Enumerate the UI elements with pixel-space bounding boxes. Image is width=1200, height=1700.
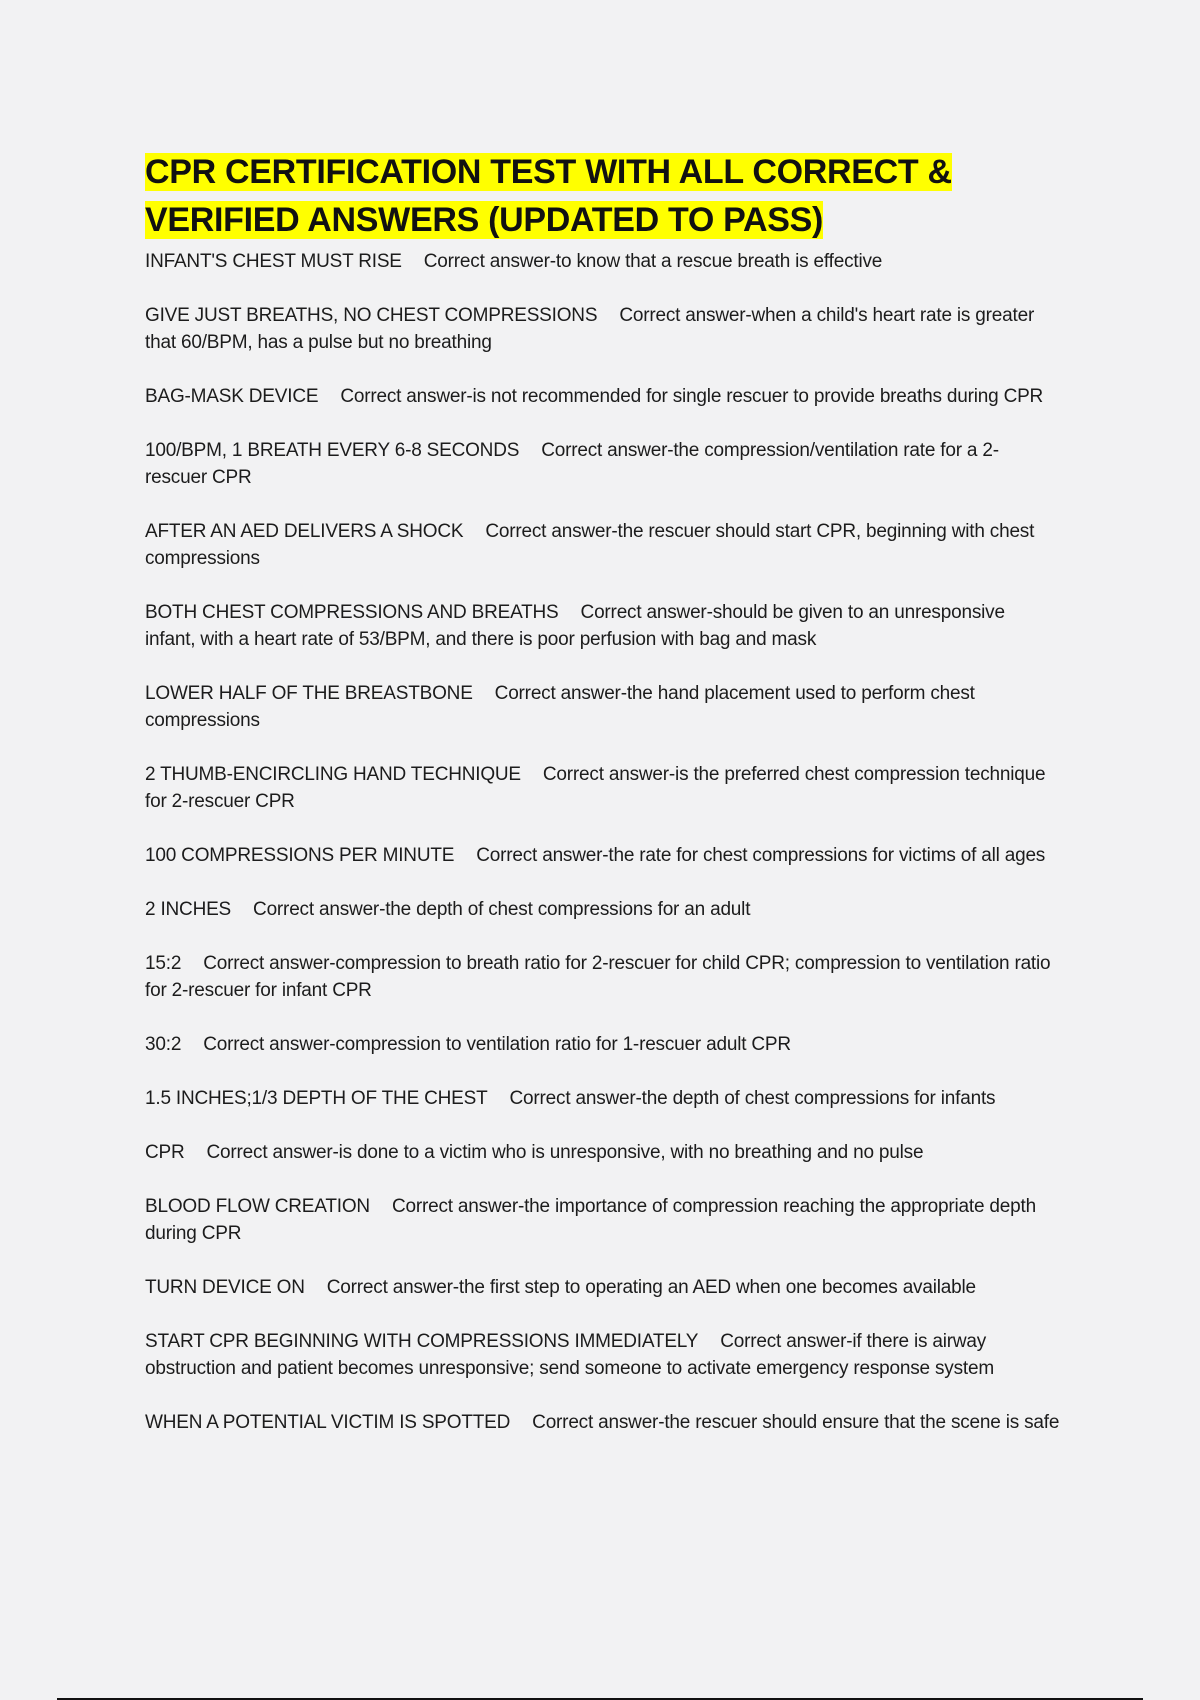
qa-item bbox=[145, 1328, 1060, 1382]
qa-item bbox=[145, 383, 1060, 410]
qa-answer: Correct answer-to know that a rescue breath is effective bbox=[423, 251, 883, 272]
qa-answer: Correct answer-is not recommended for single rescuer to provide breaths during CPR bbox=[340, 386, 1044, 407]
qa-answer: Correct answer-the importance of compression reaching the appropriate depth during CPR bbox=[145, 1196, 1036, 1244]
qa-answer: Correct answer-if there is airway obstruction and patient becomes unresponsive; send someone to activate emergency response system bbox=[145, 1331, 994, 1379]
qa-item bbox=[145, 1409, 1060, 1436]
qa-answer: Correct answer-compression to ventilation ratio for 1-rescuer adult CPR bbox=[203, 1034, 791, 1055]
qa-term: 100/BPM, 1 BREATH EVERY 6-8 SECONDS bbox=[145, 440, 520, 461]
qa-term: BLOOD FLOW CREATION bbox=[145, 1196, 370, 1217]
qa-term: 30:2 bbox=[145, 1034, 182, 1055]
qa-list bbox=[145, 248, 1060, 1436]
qa-item bbox=[145, 518, 1060, 572]
qa-term: 2 THUMB-ENCIRCLING HAND TECHNIQUE bbox=[145, 764, 521, 785]
qa-term: BAG-MASK DEVICE bbox=[145, 386, 319, 407]
qa-term: TURN DEVICE ON bbox=[145, 1277, 305, 1298]
qa-answer: Correct answer-the depth of chest compressions for infants bbox=[509, 1088, 996, 1109]
qa-answer: Correct answer-the first step to operating an AED when one becomes available bbox=[326, 1277, 976, 1298]
qa-item bbox=[145, 680, 1060, 734]
qa-item bbox=[145, 437, 1060, 491]
qa-term: BOTH CHEST COMPRESSIONS AND BREATHS bbox=[145, 602, 559, 623]
qa-item bbox=[145, 1031, 1060, 1058]
qa-item bbox=[145, 1274, 1060, 1301]
qa-item bbox=[145, 1085, 1060, 1112]
qa-term: 1.5 INCHES;1/3 DEPTH OF THE CHEST bbox=[145, 1088, 488, 1109]
qa-item bbox=[145, 950, 1060, 1004]
qa-answer: Correct answer-the depth of chest compressions for an adult bbox=[253, 899, 751, 920]
qa-answer: Correct answer-compression to breath ratio for 2-rescuer for child CPR; compression to ventilation ratio for 2-rescuer for infant CPR bbox=[145, 953, 1051, 1001]
highlighted-title-text: CPR CERTIFICATION TEST WITH ALL CORRECT & VERIFIED ANSWERS (UPDATED TO PASS) bbox=[145, 153, 952, 239]
document-content bbox=[145, 148, 1060, 1463]
qa-item bbox=[145, 248, 1060, 275]
qa-answer: Correct answer-should be given to an unresponsive infant, with a heart rate of 53/BPM, and there is poor perfusion with bag and mask bbox=[145, 602, 1005, 650]
qa-term: 100 COMPRESSIONS PER MINUTE bbox=[145, 845, 455, 866]
qa-answer: Correct answer-when a child's heart rate is greater that 60/BPM, has a pulse but no breathing bbox=[145, 305, 1035, 353]
qa-term: 15:2 bbox=[145, 953, 182, 974]
qa-term: CPR bbox=[145, 1142, 185, 1163]
qa-answer: Correct answer-the hand placement used to perform chest compressions bbox=[145, 683, 975, 731]
qa-term: 2 INCHES bbox=[145, 899, 232, 920]
qa-term: GIVE JUST BREATHS, NO CHEST COMPRESSIONS bbox=[145, 305, 598, 326]
qa-item bbox=[145, 896, 1060, 923]
qa-answer: Correct answer-is done to a victim who is unresponsive, with no breathing and no pulse bbox=[206, 1142, 924, 1163]
qa-item bbox=[145, 302, 1060, 356]
qa-answer: Correct answer-is the preferred chest compression technique for 2-rescuer CPR bbox=[145, 764, 1046, 812]
qa-item bbox=[145, 1139, 1060, 1166]
qa-answer: Correct answer-the rescuer should start CPR, beginning with chest compressions bbox=[145, 521, 1035, 569]
qa-answer: Correct answer-the rescuer should ensure that the scene is safe bbox=[532, 1412, 1060, 1433]
qa-term: INFANT'S CHEST MUST RISE bbox=[145, 251, 402, 272]
qa-term: WHEN A POTENTIAL VICTIM IS SPOTTED bbox=[145, 1412, 511, 1433]
document-title bbox=[145, 148, 1060, 244]
qa-answer: Correct answer-the compression/ventilation rate for a 2-rescuer CPR bbox=[145, 440, 999, 488]
qa-item bbox=[145, 842, 1060, 869]
qa-term: LOWER HALF OF THE BREASTBONE bbox=[145, 683, 473, 704]
qa-item bbox=[145, 761, 1060, 815]
qa-item bbox=[145, 599, 1060, 653]
qa-item bbox=[145, 1193, 1060, 1247]
qa-term: START CPR BEGINNING WITH COMPRESSIONS IMMEDIATELY bbox=[145, 1331, 699, 1352]
qa-answer: Correct answer-the rate for chest compressions for victims of all ages bbox=[476, 845, 1046, 866]
qa-term: AFTER AN AED DELIVERS A SHOCK bbox=[145, 521, 464, 542]
